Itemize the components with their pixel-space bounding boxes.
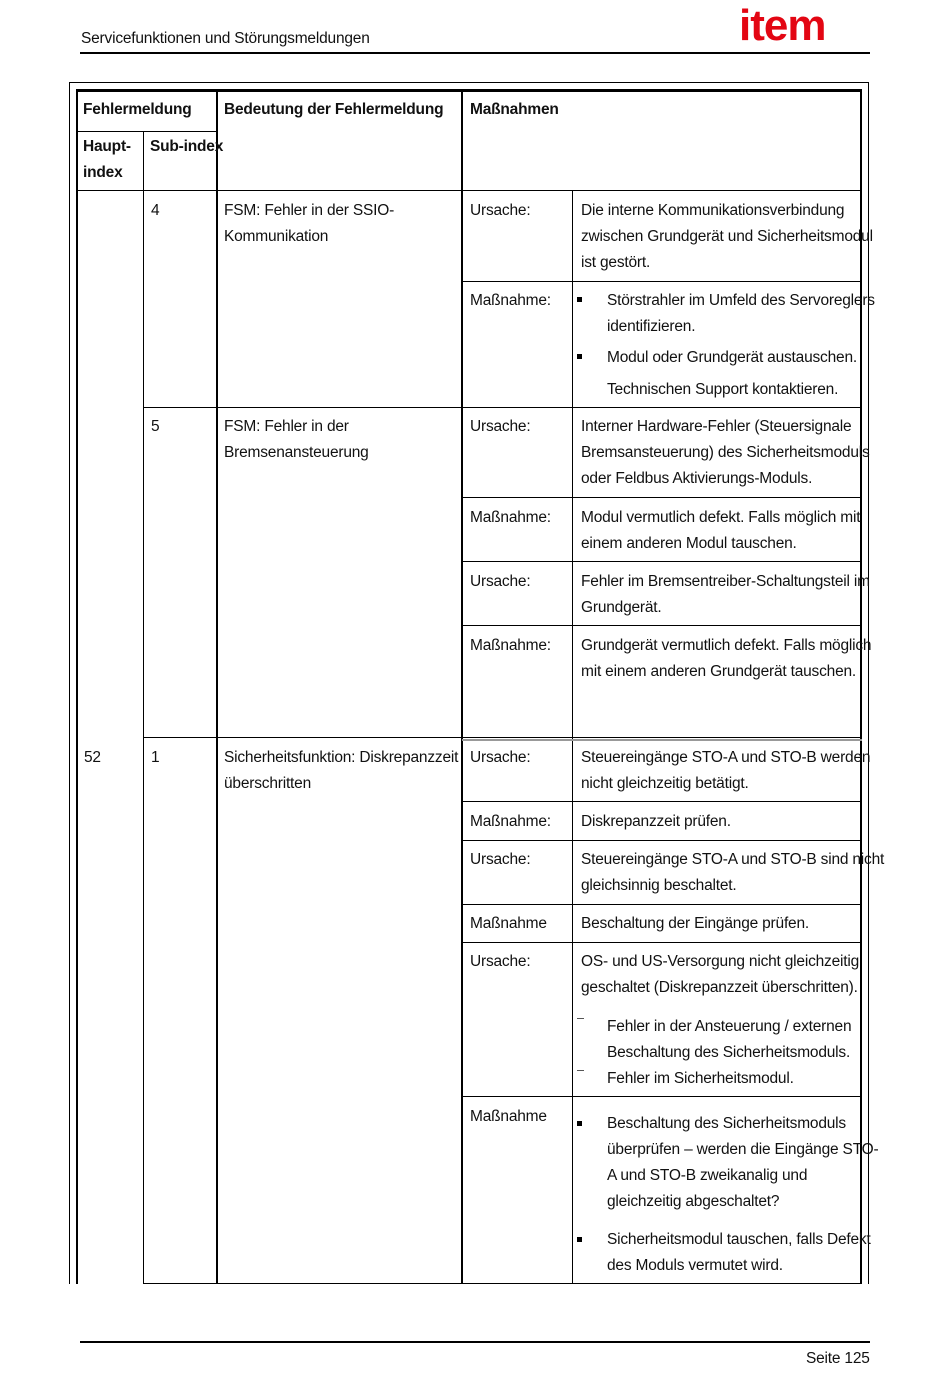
entry-text: OS- und US-Versorgung nicht gleichzeitig [581,953,860,970]
frame-top [69,82,869,83]
header-rule [80,52,870,54]
col-header-haupt-index-line1: Haupt- [83,138,131,155]
entry-text: Die interne Kommunikationsverbindung [581,202,845,219]
entry-text: geschaltet (Diskrepanzzeit überschritten). [581,979,858,996]
entry-text: Modul vermutlich defekt. Falls möglich mit [581,509,861,526]
bullet-text: Modul oder Grundgerät austauschen. [607,349,857,366]
entry-text: oder Feldbus Aktivierungs-Moduls. [581,470,813,487]
entry-label: Maßnahme: [470,509,551,526]
col-header-fehlermeldung: Fehlermeldung [83,101,192,118]
entry-text: mit einem anderen Grundgerät tauschen. [581,663,857,680]
bullet-text: Störstrahler im Umfeld des Servoreglers [607,292,875,309]
bullet-icon [577,354,582,359]
bullet-text: gleichzeitig abgeschaltet? [607,1193,780,1210]
entry-text: Interner Hardware-Fehler (Steuersignale [581,418,852,435]
entry-text: zwischen Grundgerät und Sicherheitsmodul [581,228,873,245]
sub-index-value: 1 [151,749,160,766]
bedeutung-line: Sicherheitsfunktion: Diskrepanzzeit [224,749,459,766]
entry-text: Diskrepanzzeit prüfen. [581,813,731,830]
entry-text: Beschaltung der Eingänge prüfen. [581,915,809,932]
bedeutung-line: FSM: Fehler in der SSIO- [224,202,395,219]
dash-icon [577,1018,584,1019]
page-number: Seite 125 [806,1350,870,1367]
bedeutung-line: Kommunikation [224,228,329,245]
bullet-text: identifizieren. [607,318,696,335]
bullet-text: des Moduls vermutet wird. [607,1257,783,1274]
bedeutung-line: Bremsenansteuerung [224,444,369,461]
bullet-text: überprüfen – werden die Eingänge STO- [607,1141,879,1158]
entry-label: Ursache: [470,202,531,219]
col-header-sub-index: Sub-index [150,138,224,155]
bullet-text: Sicherheitsmodul tauschen, falls Defekt [607,1231,871,1248]
entry-label: Maßnahme [470,915,547,932]
entry-label: Ursache: [470,749,531,766]
page-header-title: Servicefunktionen und Störungsmeldungen [81,30,370,47]
frame-left [69,82,70,1284]
col-header-massnahmen: Maßnahmen [470,101,559,118]
entry-text: Fehler im Bremsentreiber-Schaltungsteil im [581,573,870,590]
entry-label: Ursache: [470,418,531,435]
entry-text: Grundgerät. [581,599,662,616]
sub-index-value: 5 [151,418,160,435]
bedeutung-line: FSM: Fehler in der [224,418,349,435]
entry-label: Ursache: [470,573,531,590]
dash-text: Fehler in der Ansteuerung / externen [607,1018,852,1035]
footer-rule [80,1341,870,1343]
sub-index-value: 4 [151,202,160,219]
bullet-icon [577,297,582,302]
entry-label: Maßnahme: [470,292,551,309]
dash-icon [577,1070,584,1071]
entry-text: Steuereingänge STO-A und STO-B sind nicht [581,851,885,868]
entry-text: einem anderen Modul tauschen. [581,535,797,552]
entry-text: gleichsinnig beschaltet. [581,877,737,894]
bullet-icon [577,1237,582,1242]
bullet-text: A und STO-B zweikanalig und [607,1167,808,1184]
item-logo: item [739,1,826,50]
entry-text: Steuereingänge STO-A und STO-B werden [581,749,871,766]
bedeutung-line: überschritten [224,775,312,792]
entry-text: ist gestört. [581,254,651,271]
bullet-text: Technischen Support kontaktieren. [607,381,839,398]
entry-label: Ursache: [470,953,531,970]
entry-label: Maßnahme: [470,813,551,830]
entry-text: Bremsansteuerung) des Sicherheitsmoduls [581,444,870,461]
bullet-text: Beschaltung des Sicherheitsmoduls [607,1115,846,1132]
dash-text: Beschaltung des Sicherheitsmoduls. [607,1044,851,1061]
entry-label: Maßnahme: [470,637,551,654]
bullet-icon [577,1121,582,1126]
entry-text: Grundgerät vermutlich defekt. Falls möglich [581,637,872,654]
haupt-index-value: 52 [84,749,101,766]
entry-label: Maßnahme [470,1108,547,1125]
entry-text: nicht gleichzeitig betätigt. [581,775,749,792]
frame-right [868,82,869,1284]
dash-text: Fehler im Sicherheitsmodul. [607,1070,794,1087]
col-header-haupt-index-line2: index [83,164,123,181]
col-header-bedeutung: Bedeutung der Fehlermeldung [224,101,444,118]
entry-label: Ursache: [470,851,531,868]
